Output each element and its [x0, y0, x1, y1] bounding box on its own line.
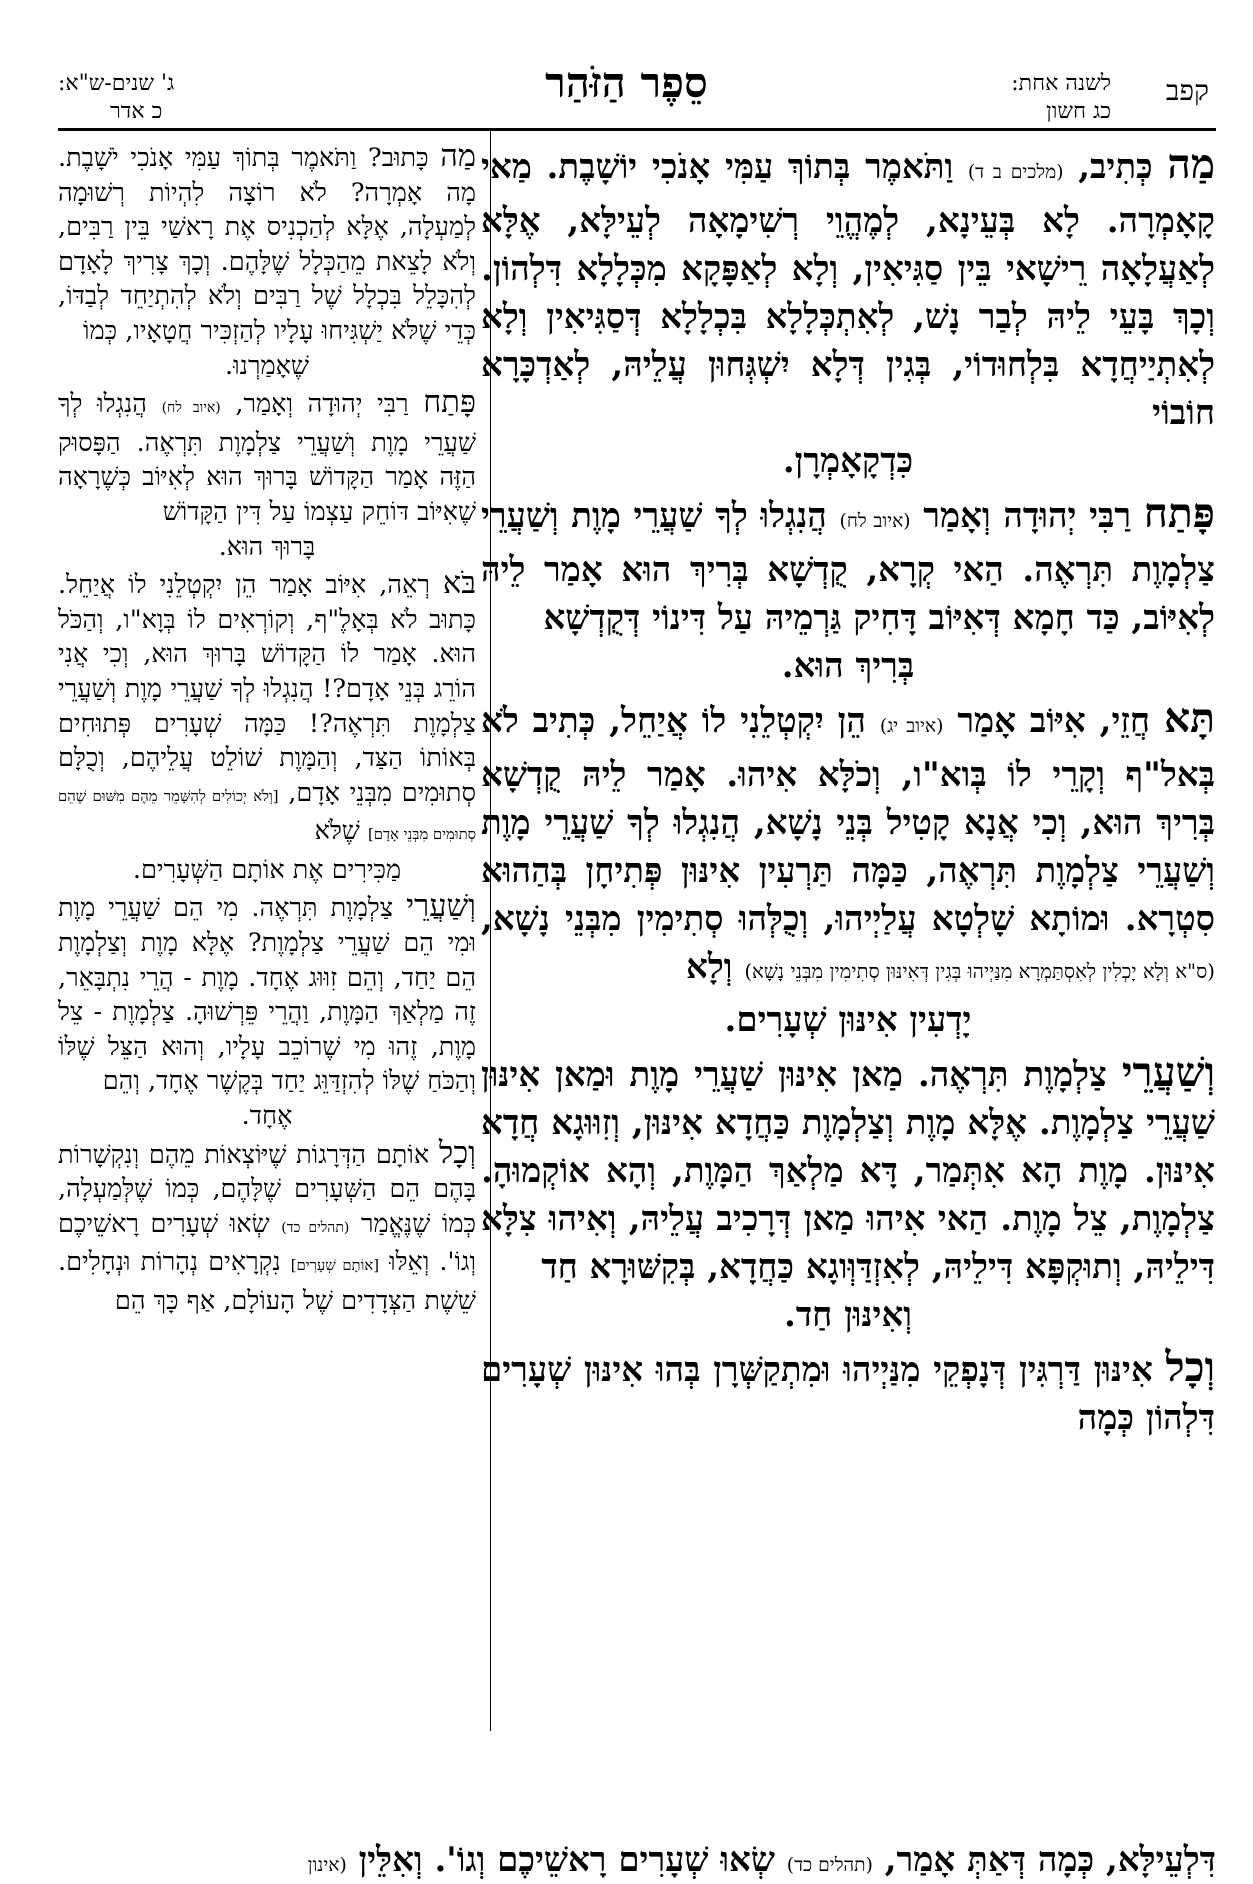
footer-text: דִּלְעֵילָּא, כְּמָה דְּאַתְּ אָמַר, [884, 1840, 1216, 1880]
date-right: כג חשון [1046, 99, 1111, 124]
year-label: לשנה אחת: [1011, 71, 1111, 96]
main-paragraph-5 [481, 1343, 1215, 1442]
variant-note: [וְלֹא יְכוֹלִים לְהִשָּׁמֵר מֵהֶם מִשּׁוּם שֶׁהֵם סְתוּמִים מִבְּנֵי אָדָם] [58, 787, 476, 844]
paragraph-text: וְלָא [686, 947, 733, 987]
paragraph-last-line: בְּרִיךְ הוּא. [781, 646, 915, 686]
paragraph-text: שֶׁלֹּא [314, 816, 360, 847]
paragraph-text: וַתֹּאמֶר בְּתוֹךְ עַמִּי אָנֹכִי יוֹשָׁבֶת. מַאי קָאָמְרָה. לָא בְּעֵינָא, לְמֶהֱוֵי רְשִׁימָאָה לְעֵילָּא, אֶלָּא לְאַעֲלָאָה רֵישָׁאי בֵּין סַגִּיאִין, וְלָא לְאַפָּקָא מִכְּלָלָא דִּלְהוֹן. וְכָךְ בָּעֵי לֵיהּ לְבַר נָשׁ, לְאִתְכְּלָלָא בִּכְלָלָא דְּסַגִּיאִין וְלָא לְאִתְיַיחֲדָא בִּלְחוּדוֹי, בְּגִין דְּלָא יִשְׁגְּחוּן עֲלֵיהּ, לְאַדְכָּרָא חוֹבוֹי [481, 147, 1215, 433]
page-number: קפב [1165, 74, 1209, 107]
lead-word: וְשַׁעֲרֵי [1121, 1048, 1216, 1096]
paragraph-last-line: וְאִינּוּן חַד. [783, 1295, 912, 1335]
verse-reference: (איוב לח) [161, 400, 221, 417]
paragraph-last-line: אֶחָד. [241, 1101, 293, 1132]
paragraph-last-line: שֶׁאָמַרְנוּ. [225, 350, 309, 381]
side-paragraph-3 [58, 567, 476, 887]
lead-word: פָּתַח [423, 385, 476, 421]
lead-word: תָּא [1163, 694, 1216, 742]
translation-column [58, 140, 476, 1322]
side-paragraph-5 [58, 1137, 476, 1319]
paragraph-text: אִינּוּן דַּרְגִּין דְּנָפְקֵי מִנַּיְיהוּ וּמִתְקַשְּׁרָן בְּהוּ אִינּוּן שְׁעָרִים דִּלְהוֹן כְּמָה [481, 1350, 1215, 1438]
main-paragraph-2 [481, 489, 1215, 690]
lead-word: וְכָל [1165, 1343, 1216, 1391]
page-header [0, 0, 1253, 124]
paragraph-text: כְּתִיב, [1078, 147, 1153, 187]
cycle-label: ג' שנים-ש"א: [58, 71, 175, 96]
footer-text: שְׂאוּ שְׁעָרִים רָאשֵׁיכֶם וְגוֹ'. וְאִלֵּין [358, 1840, 775, 1880]
footer-line [58, 1840, 1216, 1880]
paragraph-text: הֲנִגְלוּ לְךָ שַׁעֲרֵי מָוֶת וְשַׁעֲרֵי צַלְמָוֶת תִּרְאֶה. הַאי קְרָא, קֻדְשָׁא בְּרִיךְ הוּא אָמַר לֵיהּ לְאִיּוֹב, כַּד חָמָא דְּאִיּוֹב דָּחִיק גַּרְמֵיהּ עַל דִּינוֹי דְּקֻדְשָׁא [481, 496, 1215, 638]
lead-word: מַה [440, 139, 476, 174]
lead-word: מַה [1167, 140, 1216, 188]
side-paragraph-4 [58, 890, 476, 1133]
verse-reference: (תהלים כד) [281, 1219, 350, 1236]
paragraph-text: רְאֵה, אִיּוֹב אָמַר הֵן יִקְטְלֵנִי לוֹ אֲיַחֵל. כָּתוּב לֹא בְּאָלֶ"ף, וְקוֹרְאִים לוֹ בְּוָא"ו, וְהַכֹּל הוּא. אָמַר לוֹ הַקָּדוֹשׁ בָּרוּךְ הוּא, וְכִי אֲנִי הוֹרֵג בְּנֵי אָדָם?! הֲנִגְלוּ לְךָ שַׁעֲרֵי מָוֶת וְשַׁעֲרֵי צַלְמָוֶת תִּרְאֶה?! כַּמָּה שְׁעָרִים פְּתוּחִים בְּאוֹתוֹ הַצַּד, וְהַמָּוֶת שׁוֹלֵט עֲלֵיהֶם, וְכֻלָּם סְתוּמִים מִבְּנֵי אָדָם, [58, 570, 476, 808]
paragraph-text: נִקְרָאִים נְהָרוֹת וּנְחָלִים. שֵׁשֶׁת הַצְּדָדִים שֶׁל הָעוֹלָם, אַף כָּךְ הֵם [58, 1247, 476, 1316]
verse-reference: (תהלים כד) [786, 1855, 873, 1876]
paragraph-text: צַלְמָוֶת תִּרְאֶה. מַאן אִינּוּן שַׁעֲרֵי מָוֶת וּמַאן אִינּוּן שַׁעֲרֵי צַלְמָוֶת. אֶלָּא מָוֶת וְצַלְמָוֶת כַּחֲדָא אִינּוּן, וְזִוּוּגָא חֲדָא אִינּוּן. מָוֶת הָא אִתְּמַר, דָּא מַלְאַךְ הַמָּוֶת, וְהָא אוֹקְמוּהָ. צַלְמָוֶת, צֵל מָוֶת. הַאי אִיהוּ מַאן דְּרָכִיב עֲלֵיהּ, וְאִיהוּ צִלָּא דִּילֵיהּ, וְתוּקְפָּא דִּילֵיהּ, לְאִזְדַּוְּוגָא כַּחֲדָא, בְּקִשּׁוּרָא חַד [481, 1055, 1215, 1287]
paragraph-last-line: מַכִּירִים אֶת אוֹתָם הַשְּׁעָרִים. [132, 854, 402, 885]
paragraph-text: צַלְמָוֶת תִּרְאֶה. מִי הֵם שַׁעֲרֵי מָוֶת וּמִי הֵם שַׁעֲרֵי צַלְמָוֶת? אֶלָּא מָוֶת וְצַלְמָוֶת הֵם יַחַד, וְהֵם זִוּוּג אֶחָד. מָוֶת - הֲרֵי נִתְבָּאֵר, זֶה מַלְאַךְ הַמָּוֶת, וַהֲרֵי פֵּרְשׁוּהָ. צַלְמָוֶת - צֵל מָוֶת, זֶהוּ מִי שֶׁרוֹכֵב עָלָיו, וְהוּא הַצֵּל שֶׁלּוֹ וְהַכֹּחַ שֶׁלּוֹ לְהִזְדַּוֵּג יַחַד בְּקֶשֶׁר אֶחָד, וְהֵם [58, 893, 476, 1097]
paragraph-text: אוֹתָם הַדְּרָגוֹת שֶׁיּוֹצְאוֹת מֵהֶם וְנִקְשָׁרוֹת בָּהֶם הֵם הַשְּׁעָרִים שֶׁלָּהֶם, כְּמוֹ שֶׁלְּמַעְלָה, כְּמוֹ שֶׁנֶּאֱמַר [58, 1139, 477, 1239]
verse-reference: (איוב יג) [879, 716, 944, 737]
date-left: כ אדר [110, 99, 163, 124]
lead-word: בֹּא [442, 566, 477, 602]
variant-note: (ס"א וְלָא יָכְלִין לְאִסְתַּמְרָא מִנַּיְיהוּ בְּגִין דְּאִינּוּן סְתִימִין מִבְּנֵי נָשָׁא) [744, 960, 1215, 983]
side-paragraph-1 [58, 140, 476, 383]
paragraph-last-line: בָּרוּךְ הוּא. [218, 531, 316, 562]
paragraph-text: כָּתוּב? וַתֹּאמֶר בְּתוֹךְ עַמִּי אָנֹכִי יֹשָׁבֶת. מָה אָמְרָה? לֹא רוֹצָה לִהְיוֹת רְשׁוּמָה לְמַעְלָה, אֶלָּא לְהַכְנִיס אֶת רָאשַׁי בֵּין רַבִּים, וְלֹא לָצֵאת מֵהַכְּלָל שֶׁלָּהֶם. וְכָךְ צָרִיךְ לָאָדָם לְהִכָּלֵל בִּכְלָל שֶׁל רַבִּים וְלֹא לְהִתְיַחֵד לְבַדּוֹ, כְּדֵי שֶׁלֹּא יַשְׁגִּיחוּ עָלָיו לְהַזְכִּיר חֲטָאָיו, כְּמוֹ [58, 143, 476, 346]
paragraph-text: חֲזֵי, אִיּוֹב אָמַר [957, 701, 1151, 741]
variant-note: [אוֹתָם שְׁעָרִים] [290, 1257, 379, 1275]
paragraph-last-line: כִּדְקָאָמְרָן. [782, 441, 914, 481]
main-paragraph-4 [481, 1048, 1215, 1339]
lead-word: וְכָל [438, 1135, 477, 1171]
verse-reference: (מלכים ב ד) [967, 162, 1064, 183]
verse-reference: (איוב לח) [839, 511, 911, 532]
paragraph-text: הֵן יִקְטְלֵנִי לוֹ אֲיַחֵל, כְּתִיב לֹא בְּאל"ף וְקָרֵי לוֹ בְּוא"ו, וְכֹלָּא אִיהוּ. אָמַר לֵיהּ קֻדְשָׁא בְּרִיךְ הוּא, וְכִי אֲנָא קָטִיל בְּנֵי נָשָׁא, הֲנִגְלוּ לְךָ שַׁעֲרֵי מָוֶת וְשַׁעֲרֵי צַלְמָוֶת תִּרְאֶה, כַּמָּה תַּרְעִין אִינּוּן פְּתִיחָן בְּהַהוּא סִטְרָא. וּמוֹתָא שָׁלְטָא עֲלַיְיהוּ, וְכֻלְּהוּ סְתִימִין מִבְּנֵי נָשָׁא, [481, 701, 1215, 939]
book-title: סֵפֶר הַזֹּהַר [545, 58, 708, 107]
paragraph-text: רַבִּי יְהוּדָה וְאָמַר, [235, 389, 409, 420]
paragraph-last-line: יָדְעִין אִינּוּן שְׁעָרִים. [724, 1000, 972, 1040]
main-paragraph-1 [481, 140, 1215, 485]
lead-word: וְשַׁעֲרֵי [406, 889, 477, 925]
paragraph-text: רַבִּי יְהוּדָה וְאָמַר [923, 496, 1132, 536]
paragraph-text: שְׂאוּ שְׁעָרִים רָאשֵׁיכֶם וְגוֹ'. וְאֵלּוּ [58, 1208, 476, 1278]
side-paragraph-2 [58, 386, 476, 564]
variant-note: (אינון [307, 1855, 347, 1876]
header-rule [58, 128, 1216, 131]
main-paragraph-3 [481, 694, 1215, 1044]
main-column [481, 140, 1215, 1446]
lead-word: פָּתַח [1143, 489, 1215, 537]
paragraph-text: הֲנִגְלוּ לְךָ שַׁעֲרֵי מָוֶת וְשַׁעֲרֵי צַלְמָוֶת תִּרְאֶה. הַפָּסוּק הַזֶּה אָמַר הַקָּדוֹשׁ בָּרוּךְ הוּא לְאִיּוֹב כְּשֶׁרָאָה שֶׁאִיּוֹב דּוֹחֵק עַצְמוֹ עַל דִּין הַקָּדוֹשׁ [58, 389, 476, 527]
